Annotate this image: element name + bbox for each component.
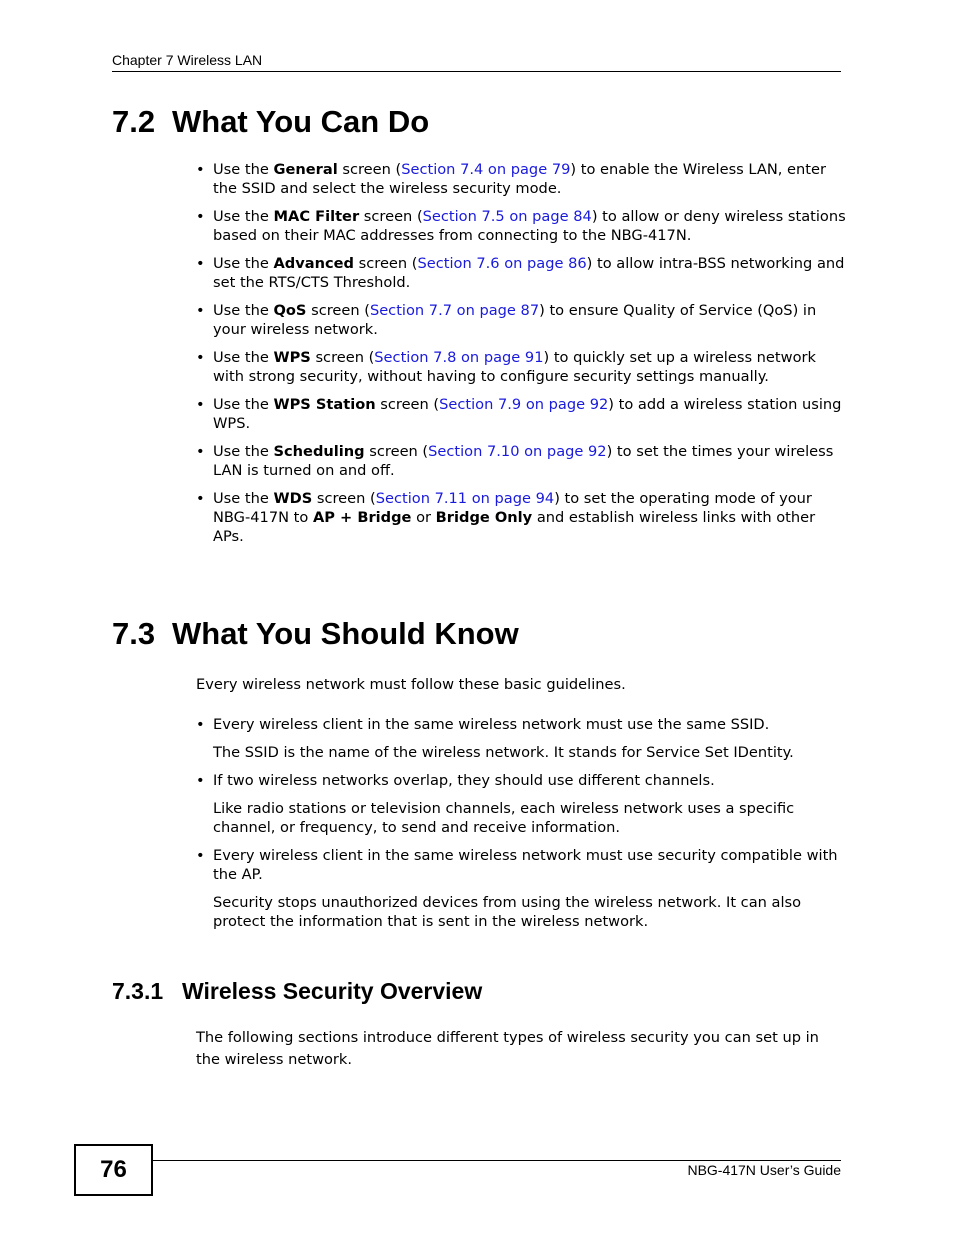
screen-name: WPS [273, 349, 311, 366]
section-link[interactable]: Section 7.9 on page 92 [439, 396, 609, 413]
section-7-3-1-heading [112, 978, 482, 1005]
section-link[interactable]: Section 7.5 on page 84 [422, 208, 592, 225]
guidelines-list [196, 715, 846, 940]
screen-name: MAC Filter [273, 208, 360, 225]
screen-name: Scheduling [273, 443, 365, 460]
section-link[interactable]: Section 7.6 on page 86 [417, 255, 587, 272]
guideline-detail: The SSID is the name of the wireless network. It stands for Service Set IDentity. [213, 744, 794, 761]
section-title: What You Should Know [172, 616, 519, 651]
guide-title: NBG-417N User’s Guide [687, 1162, 841, 1178]
section-title: What You Can Do [172, 104, 430, 139]
section-link[interactable]: Section 7.4 on page 79 [401, 161, 571, 178]
what-you-can-do-list [196, 160, 846, 555]
list-item: • Use the Scheduling screen (Section 7.10 on page 92) to set the times your wireless LAN is turned on and off. [196, 443, 834, 479]
mode-name: AP + Bridge [312, 509, 412, 526]
list-item: • Use the QoS screen (Section 7.7 on page 87) to ensure Quality of Service (QoS) in your wireless network. [196, 302, 817, 338]
section-7-2-heading [112, 104, 429, 140]
list-item: • Every wireless client in the same wireless network must use security compatible with the AP. Security stops unauthorized devices from using the wireless network. It can also protect the information that is sent in the wireless network. [196, 846, 846, 931]
header-divider [112, 71, 841, 72]
screen-name: General [273, 161, 338, 178]
screen-name: Advanced [273, 255, 354, 272]
footer-divider [151, 1160, 841, 1161]
list-item: • Use the WPS Station screen (Section 7.9 on page 92) to add a wireless station using WPS. [196, 396, 842, 432]
guideline-detail: Like radio stations or television channels, each wireless network uses a specific channel, or frequency, to send and receive information. [213, 800, 795, 836]
running-header: Chapter 7 Wireless LAN [112, 52, 263, 68]
list-item: • Use the WDS screen (Section 7.11 on page 94) to set the operating mode of your NBG-417N to AP + Bridge or Bridge Only and establish wireless links with other APs. [196, 490, 816, 545]
list-item: • Use the General screen (Section 7.4 on page 79) to enable the Wireless LAN, enter the SSID and select the wireless security mode. [196, 161, 826, 197]
section-number: 7.3 [112, 616, 156, 651]
section-link[interactable]: Section 7.10 on page 92 [428, 443, 607, 460]
list-item: • Use the Advanced screen (Section 7.6 on page 86) to allow intra-BSS networking and set the RTS/CTS Threshold. [196, 255, 845, 291]
mode-name: Bridge Only [435, 509, 533, 526]
section-link[interactable]: Section 7.11 on page 94 [375, 490, 555, 507]
screen-name: WPS Station [273, 396, 376, 413]
section-link[interactable]: Section 7.8 on page 91 [374, 349, 544, 366]
section-number: 7.3.1 [112, 978, 164, 1004]
screen-name: WDS [273, 490, 313, 507]
security-overview-body: The following sections introduce different types of wireless security you can set up in the wireless network. [196, 1029, 819, 1068]
guideline-detail: Security stops unauthorized devices from using the wireless network. It can also protect the information that is sent in the wireless network. [213, 894, 802, 930]
section-7-3-heading [112, 616, 519, 652]
list-item: • Every wireless client in the same wireless network must use the same SSID. The SSID is the name of the wireless network. It stands for Service Set IDentity. [196, 715, 846, 762]
page-number: 76 [74, 1144, 153, 1196]
screen-name: QoS [273, 302, 307, 319]
guidelines-intro: Every wireless network must follow these basic guidelines. [196, 676, 626, 693]
list-item: • If two wireless networks overlap, they should use different channels. Like radio stations or television channels, each wireless network uses a specific channel, or frequency, to send and receive information. [196, 771, 846, 837]
list-item: • Use the WPS screen (Section 7.8 on page 91) to quickly set up a wireless network with strong security, without having to configure security settings manually. [196, 349, 816, 385]
section-link[interactable]: Section 7.7 on page 87 [369, 302, 540, 319]
list-item: • Use the MAC Filter screen (Section 7.5 on page 84) to allow or deny wireless stations based on their MAC addresses from connecting to the NBG-417N. [196, 208, 846, 244]
section-number: 7.2 [112, 104, 156, 139]
section-title: Wireless Security Overview [182, 978, 483, 1004]
